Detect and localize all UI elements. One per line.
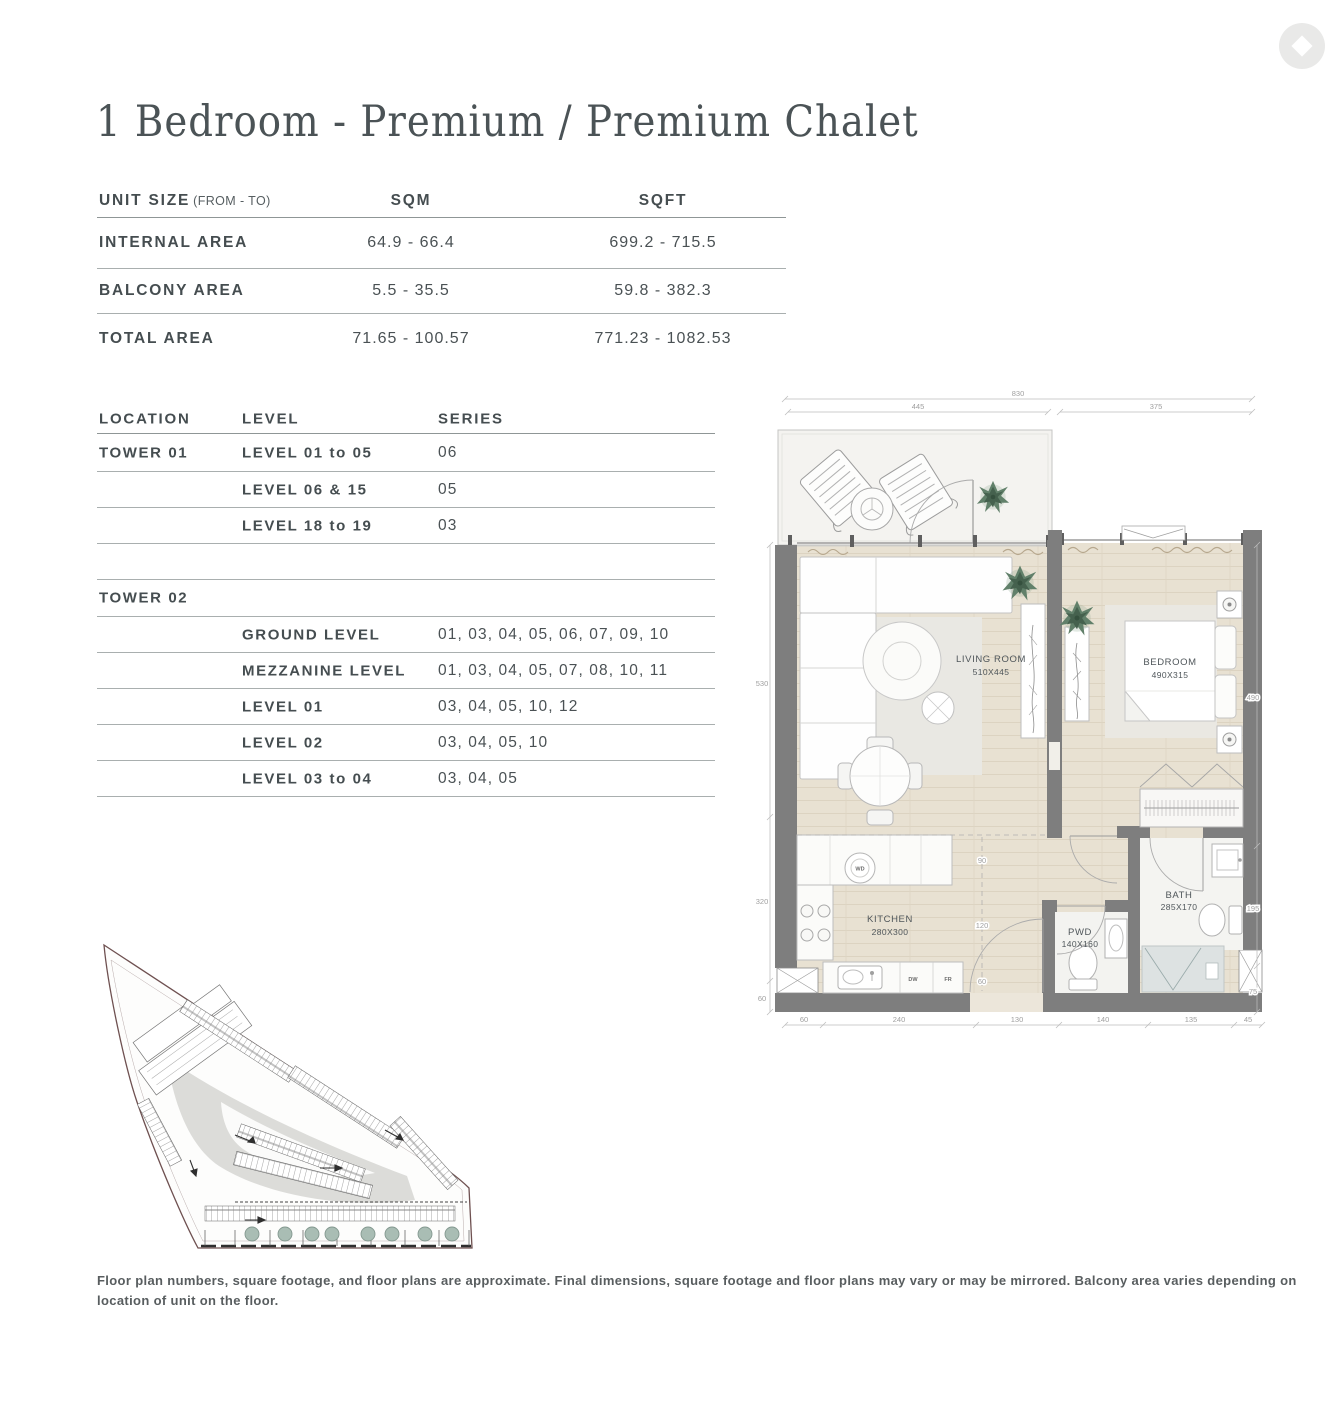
level-cell: MEZZANINE LEVEL [242, 662, 407, 679]
nightstand [1217, 726, 1242, 753]
room-size-living: 510X445 [972, 667, 1010, 677]
series-cell: 01, 03, 04, 05, 07, 08, 10, 11 [438, 661, 669, 679]
series-cell: 03 [438, 516, 458, 534]
level-cell: LEVEL 01 to 05 [242, 444, 373, 461]
unit-size-header [99, 192, 271, 210]
round-chair [863, 622, 941, 700]
room-size-kitchen: 280X300 [871, 927, 909, 937]
dim-label-left: 320 [755, 897, 769, 906]
dim-label-interior: 90 [977, 856, 987, 865]
row-sqm: 64.9 - 66.4 [367, 234, 455, 251]
dim-label-bottom: 130 [1010, 1015, 1024, 1024]
dishwasher-label: DW [908, 977, 918, 983]
dim-label-top-right: 375 [1149, 402, 1163, 411]
dim-label-bottom: 240 [892, 1015, 906, 1024]
row-label: TOTAL AREA [99, 329, 215, 347]
bedroom-window [1122, 526, 1185, 540]
dim-label-bottom: 140 [1096, 1015, 1110, 1024]
table-row [97, 314, 786, 363]
table-row [97, 434, 715, 472]
row-sqft: 699.2 - 715.5 [609, 234, 717, 251]
series-cell: 03, 04, 05 [438, 769, 518, 787]
table-row [97, 472, 715, 508]
dim-label-interior: 60 [977, 977, 987, 986]
level-cell: GROUND LEVEL [242, 626, 381, 643]
room-label-living: LIVING ROOM [956, 654, 1026, 665]
series-header: SERIES [438, 410, 504, 428]
table-row [97, 218, 786, 269]
sink [1105, 919, 1127, 958]
room-size-bath: 285X170 [1160, 902, 1198, 912]
level-cell: LEVEL 06 & 15 [242, 481, 368, 498]
room-label-kitchen: KITCHEN [867, 914, 913, 925]
table-row [97, 653, 715, 689]
level-header: LEVEL [242, 410, 300, 428]
level-cell: LEVEL 03 to 04 [242, 770, 373, 787]
powder-room [1055, 906, 1128, 993]
sink [838, 966, 882, 989]
table-row [97, 269, 786, 314]
tv-console [1021, 604, 1045, 738]
sqft-header: SQFT [638, 192, 688, 209]
nightstand [1217, 591, 1242, 618]
row-sqft: 771.23 - 1082.53 [594, 329, 732, 347]
unit-size-suffix: (FROM - TO) [193, 194, 271, 208]
table-row [97, 761, 715, 797]
diamond-glyph-icon [1291, 35, 1312, 56]
series-cell: 03, 04, 05, 10, 12 [438, 697, 579, 715]
table-row [97, 689, 715, 725]
balcony [778, 430, 1052, 545]
sqm-header: SQM [390, 192, 432, 209]
row-sqm: 5.5 - 35.5 [372, 282, 450, 299]
row-label: INTERNAL AREA [99, 234, 249, 251]
room-label-bedroom: BEDROOM [1143, 657, 1197, 668]
room-label-powder: PWD [1068, 927, 1092, 938]
site-key-plan [85, 930, 485, 1260]
table-row [97, 508, 715, 544]
wall-niche [1049, 742, 1060, 770]
row-sqft: 59.8 - 382.3 [614, 282, 712, 299]
washer-label: WD [855, 866, 865, 873]
table-row [97, 725, 715, 761]
balcony-table [851, 488, 893, 530]
washer-dryer [845, 853, 875, 883]
table-row [97, 580, 715, 617]
diamond-badge-icon [1279, 23, 1325, 69]
fridge-label: FR [944, 977, 952, 983]
dim-label-interior: 120 [975, 921, 989, 930]
dim-label-bottom: 45 [1243, 1015, 1253, 1024]
room-size-bedroom: 490X315 [1151, 670, 1189, 680]
table-row-empty [97, 544, 715, 580]
tower-name: TOWER 01 [99, 444, 189, 461]
row-sqm: 71.65 - 100.57 [352, 329, 470, 347]
dim-label-bottom: 135 [1184, 1015, 1198, 1024]
disclaimer-text: Floor plan numbers, square footage, and floor plans are approximate. Final dimensions, square footage and floor plans may vary or may be mirrored. Balcony area varies depending on location of unit on the floor. [97, 1273, 1297, 1308]
tower-name: TOWER 02 [99, 589, 189, 607]
series-cell: 01, 03, 04, 05, 06, 07, 09, 10 [438, 625, 670, 643]
dim-label-right: 195 [1246, 904, 1260, 913]
dim-label-top-total: 830 [1011, 389, 1025, 398]
dim-label-top-left: 445 [911, 402, 925, 411]
room-label-bath: BATH [1165, 890, 1193, 901]
unit-table-header [97, 185, 786, 218]
series-cell: 05 [438, 480, 458, 498]
level-cell: LEVEL 01 [242, 698, 324, 715]
table-row [97, 617, 715, 653]
site-boundary [104, 945, 472, 1248]
toilet [1199, 904, 1242, 936]
unit-size-label: UNIT SIZE [99, 192, 191, 209]
unit-floor-plan [750, 385, 1270, 1045]
dim-label-left: 60 [757, 994, 767, 1003]
page-title: 1 Bedroom - Premium / Premium Chalet [96, 97, 919, 147]
series-cell: 03, 04, 05, 10 [438, 733, 549, 751]
dim-label-right: 490 [1246, 693, 1260, 702]
series-cell: 06 [438, 443, 458, 461]
location-header: LOCATION [99, 410, 191, 428]
side-table [922, 692, 954, 724]
dim-label-bottom: 60 [799, 1015, 809, 1024]
row-label: BALCONY AREA [99, 282, 245, 299]
room-size-powder: 140X160 [1061, 939, 1099, 949]
unit-size-table [97, 185, 786, 363]
dim-label-right: 75 [1248, 987, 1258, 996]
location-table [97, 405, 715, 797]
vanity [1212, 844, 1243, 877]
tv-console [1065, 627, 1089, 721]
level-cell: LEVEL 02 [242, 734, 324, 751]
dim-label-left: 530 [755, 679, 769, 688]
level-cell: LEVEL 18 to 19 [242, 517, 373, 534]
location-table-header [97, 405, 715, 434]
